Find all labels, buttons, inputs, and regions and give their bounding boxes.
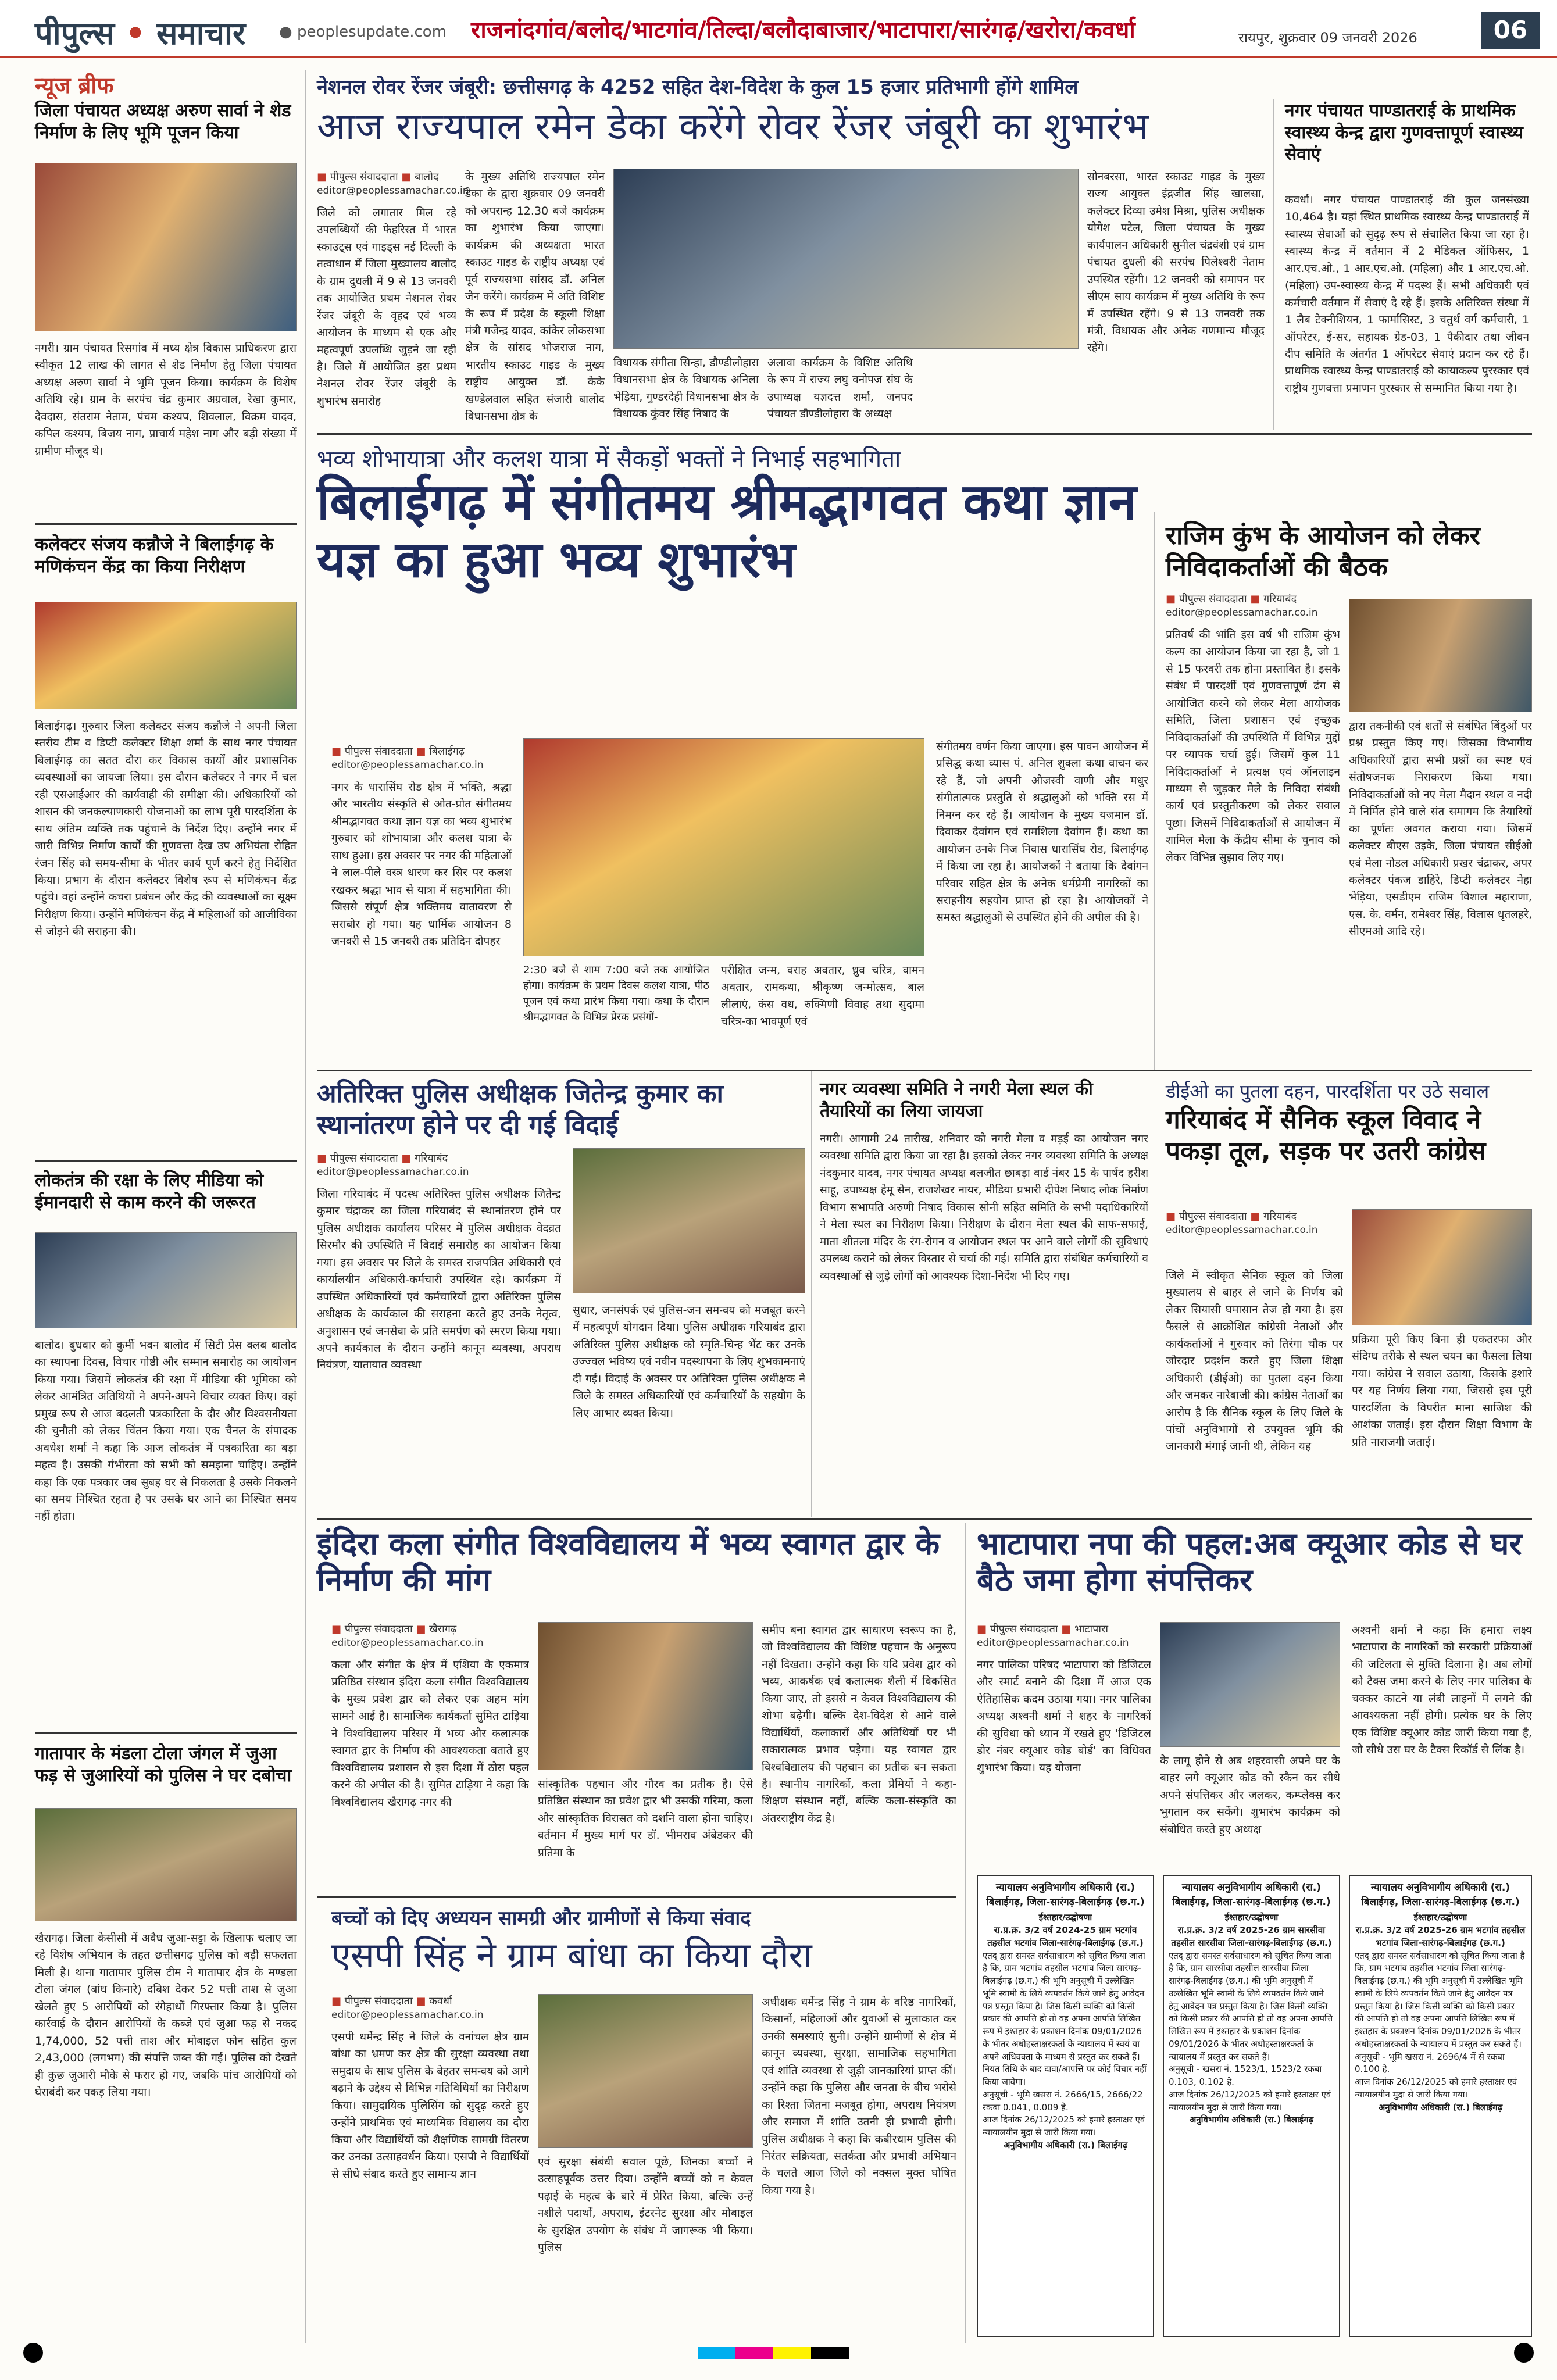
pandatarai-headline[interactable]: नगर पंचायत पाण्डातराई के प्राथमिक स्वास्थ्य केन्द्र द्वारा गुणवत्तापूर्ण स्वास्थ्य सेवाएं bbox=[1285, 101, 1523, 165]
rover-column-1: जिले को लगातार मिल रहे उपलब्धियों की फेहरिस्त में भारत स्काउट्स एवं गाइड्स नई दिल्ली के तत्वाधान में जिला मुख्यालय बालोद के ग्राम दुधली में 9 से 13 जनवरी तक आयोजित प्रथम नेशनल रोवर रेंजर जंबूरी के वृहद एवं भव्य आयोजन के माध्यम से एक और महत्वपूर्ण उपलब्धि जुड़ने जा रही है। जिले में आयोजित इस प्रथम नेशनल रोवर रेंजर जंबूरी के शुभारंभ समारोह bbox=[317, 206, 456, 408]
byline-place: गरियाबंद bbox=[415, 1152, 448, 1164]
byline-name: पीपुल्स संवाददाता bbox=[344, 1623, 413, 1635]
byline-place: गरियाबंद bbox=[1263, 1210, 1297, 1223]
logo-right-text: समाचार bbox=[156, 15, 246, 52]
sainik-byline: ■ पीपुल्स संवाददाता ■ गरियाबंद bbox=[1166, 1210, 1297, 1223]
section-divider bbox=[317, 1070, 1532, 1071]
column-divider bbox=[1273, 99, 1274, 430]
column-divider bbox=[965, 1523, 966, 2343]
notice-label: ईश्तहार/उद्घोषणा bbox=[1413, 1912, 1467, 1923]
brief-divider bbox=[35, 1732, 297, 1734]
bhagwat-headline[interactable]: बिलाईगढ़ में संगीतमय श्रीमद्भागवत कथा ज्ञान यज्ञ का हुआ भव्य शुभारंभ bbox=[317, 473, 1137, 589]
website-url[interactable]: ● peoplesupdate.com bbox=[279, 23, 447, 41]
notice-footer: आज दिनांक 26/12/2025 को हमारे हस्ताक्षर एवं न्यायालयीन मुद्रा से जारी किया गया। bbox=[1355, 2077, 1517, 2100]
sp-column-3: अधीक्षक धर्मेन्द्र सिंह ने ग्राम के वरिष्ठ नागरिकों, किसानों, महिलाओं और युवाओं से मुलाकात कर उनकी समस्याएं सुनी। उन्होंने ग्रामीणों से क्षेत्र में कानून व्यवस्था, सुरक्षा, सामाजिक सहभागिता एवं शांति व्यवस्था से जुड़ी जानकारियां प्राप्त कीं। उन्होंने कहा कि पुलिस और जनता के बीच भरोसे का रिश्ता जितना मजबूत होगा, अपराध नियंत्रण और समाज में शांति उतनी ही प्रभावी होगी। पुलिस अधीक्षक ने कहा कि कबीरधाम पुलिस की निरंतर सक्रियता, सतर्कता और प्रभावी अभियान के चलते आज जिले को नक्सल मुक्त घोषित किया गया है। bbox=[762, 1996, 956, 2197]
rajim-column-1: प्रतिवर्ष की भांति इस वर्ष भी राजिम कुंभ कल्प का आयोजन किया जा रहा है, जो 1 से 15 फरवरी तक होना प्रस्तावित है। इसके संबंध में पारदर्शी एवं गुणवत्तापूर्ण ढंग से आयोजित करने को लेकर मेला आयोजक समिति, जिला प्रशासन एवं इच्छुक निविदाकर्ताओं की उपस्थिति में विभिन्न मुद्दों पर व्यापक चर्चा हुई। जिसमें कुल 11 निविदाकर्ताओं ने प्रत्यक्ष एवं ऑनलाइन माध्यम से जुड़कर मेले के निविदा संबंधी कार्य एवं प्रस्तुतीकरण को लेकर सवाल पूछा। जिसमें निविदाकर्ताओं से आयोजन में शामिल मेला के केंद्रीय सीमा के चुनाव को लेकर विभिन्न सुझाव लिए गए। bbox=[1166, 628, 1340, 864]
section-divider bbox=[317, 1518, 1532, 1520]
bhagwat-email[interactable]: editor@peoplessamachar.co.in bbox=[331, 759, 484, 771]
brief-divider bbox=[35, 523, 297, 525]
bhagwat-column-4: संगीतमय वर्णन किया जाएगा। इस पावन आयोजन में प्रसिद्ध कथा व्यास पं. अनिल शुक्ला कथा वाचन कर रहे हैं, जो अपनी ओजस्वी वाणी और मधुर संगीतात्मक प्रस्तुति से श्रद्धालुओं को भक्ति रस में निमग्न कर रहे हैं। आयोजन के मुख्य यजमान डॉ. दिवाकर देवांगन एवं रामशिला देवांगन हैं। कथा का आयोजन उनके निज निवास धारासिंघ रोड, बिलाईगढ़ में किया जा रहा है। आयोजकों ने बताया कि देवांगन परिवार सहित क्षेत्र के अनेक धर्मप्रेमी नागरिकों का सराहनीय सहयोग प्राप्त हो रहा है। आयोजकों ने समस्त श्रद्धालुओं से उपस्थित होने की अपील की है। bbox=[936, 740, 1148, 924]
brief-headline-3[interactable]: लोकतंत्र की रक्षा के लिए मीडिया को ईमानदारी से काम करने की जरूरत bbox=[35, 1170, 264, 1213]
notice-body: एतद् द्वारा समस्त सर्वसाधारण को सूचित किया जाता है कि, ग्राम भटगांव तहसील भटगांव जिला सारंगढ़-बिलाईगढ़ (छ.ग.) की भूमि अनुसूची में उल्लेखित भूमि स्वामी के लिये व्यपवर्तन किये जाने हेतु आवेदन पत्र प्रस्तुत किया है। जिस किसी व्यक्ति को किसी प्रकार की आपत्ति हो तो वह अपना आपत्ति लिखित रूप में इश्तहार के प्रकाशन दिनांक 09/01/2026 के भीतर अधोहस्ताक्षरकर्ता के न्यायालय में स्वयं या अपने अधिवक्ता के माध्यम से प्रस्तुत कर सकते हैं। नियत तिथि के बाद दावा/आपत्ति पर कोई विचार नहीं किया जावेगा। bbox=[983, 1950, 1147, 2088]
byline-name: पीपुल्स संवाददाता bbox=[344, 745, 413, 757]
rover-column-5: सोनबरसा, भारत स्काउट गाइड के मुख्य राज्य आयुक्त इंद्रजीत सिंह खालसा, कलेक्टर दिव्या उमेश मिश्रा, पुलिस अधीक्षक योगेश पटेल, जिला पंचायत के मुख्य कार्यपालन अधिकारी सुनील चंद्रवंशी एवं ग्राम पंचायत दुधली की सरपंच पिलेश्वरी नेताम उपस्थित रहेंगी। 12 जनवरी को समापन पर सीएम साय कार्यक्रम में मुख्य अतिथि के रूप में उपस्थित रहेंगे। 9 से 13 जनवरी तक मंत्री, विधायक और अनेक गणमान्य मौजूद रहेंगे। bbox=[1087, 170, 1265, 355]
byline-name: पीपुल्स संवाददाता bbox=[1179, 593, 1247, 605]
sainik-headline[interactable]: गरियाबंद में सैनिक स्कूल विवाद ने पकड़ा तूल, सड़क पर उतरी कांग्रेस bbox=[1166, 1105, 1486, 1166]
farewell-email[interactable]: editor@peoplessamachar.co.in bbox=[317, 1166, 469, 1178]
sainik-column-2: प्रक्रिया पूरी किए बिना ही एकतरफा और संदिग्ध तरीके से स्थल चयन का फैसला लिया गया। कांग्रेस ने सवाल उठाया, किसके इशारे पर यह निर्णय लिया गया, जिससे इस पूरी पारदर्शिता के विपरीत माना साजिश की आशंका जताई। इस दौरान शिक्षा विभाग के प्रति नाराजगी जताई। bbox=[1352, 1333, 1532, 1449]
notice-schedule: अनुसूची - खसरा नं. 1523/1, 1523/2 रकबा 0.103, 0.102 हे. bbox=[1169, 2064, 1322, 2088]
logo-left-text: पीपुल्स bbox=[35, 15, 115, 52]
rover-byline: ■ पीपुल्स संवाददाता ■ बालोद bbox=[317, 171, 439, 183]
brief-body-4: खैरागढ़। जिला केसीसी में अवैध जुआ-सट्टा के खिलाफ चलाए जा रहे विशेष अभियान के तहत छत्तीसगढ़ पुलिस को बड़ी सफलता मिली है। थाना गातापार पुलिस टीम ने गातापार क्षेत्र के मण्डला टोला जंगल (बांध किनारे) दबिश देकर 52 पत्ती ताश से जुआ खेलते हुए 5 आरोपियों को रंगेहाथों गिरफ्तार किया है। पुलिस कार्रवाई के दौरान आरोपियों के कब्जे एवं जुआ फड़ से नकद 1,74,000, 52 पत्ती ताश और मोबाइल फोन सहित कुल 2,43,000 (लगभग) की संपत्ति जब्त की गई। पुलिस को देखते ही कुछ जुआरी मौके से फरार हो गए, जबकि पांच आरोपियों को घेराबंदी कर पकड़ लिया गया। bbox=[35, 1932, 297, 2099]
farewell-column-2: सुधार, जनसंपर्क एवं पुलिस-जन समन्वय को मजबूत करने में महत्वपूर्ण योगदान दिया। पुलिस अधीक्षक गरियाबंद द्वारा अतिरिक्त पुलिस अधीक्षक को स्मृति-चिन्ह भेंट कर उनके उज्ज्वल भविष्य एवं नवीन पदस्थापना के लिए शुभकामनाएं दी गईं। विदाई के अवसर पर अतिरिक्त पुलिस अधीक्षक ने जिले के समस्त अधिकारियों एवं कर्मचारियों के सहयोग के लिए आभार व्यक्त किया। bbox=[573, 1304, 805, 1420]
indira-email[interactable]: editor@peoplessamachar.co.in bbox=[331, 1637, 484, 1649]
section-divider bbox=[317, 1896, 956, 1898]
indira-caption: सांस्कृतिक पहचान और गौरव का प्रतीक है। ऐसे प्रतिष्ठित संस्थान का प्रवेश द्वार भी उसकी गरिमा, कला और सांस्कृतिक विरासत को दर्शाने वाला होना चाहिए। वर्तमान में मुख्य मार्ग पर डॉ. भीमराव अंबेडकर की प्रतिमा के bbox=[538, 1778, 753, 1859]
farewell-photo bbox=[573, 1148, 805, 1293]
notice-title: न्यायालय अनुविभागीय अधिकारी (रा.) बिलाईगढ़, जिला-सारंगढ़-बिलाईगढ़ (छ.ग.) bbox=[986, 1882, 1145, 1908]
notice-footer: आज दिनांक 26/12/2025 को हमारे हस्ताक्षर एवं न्यायालयीन मुद्रा से जारी किया गया। bbox=[983, 2114, 1145, 2138]
indira-headline[interactable]: इंदिरा कला संगीत विश्वविद्यालय में भव्य स्वागत द्वार के निर्माण की मांग bbox=[317, 1525, 940, 1599]
brief-headline-1[interactable]: जिला पंचायत अध्यक्ष अरुण सार्वा ने शेड निर्माण के लिए भूमि पूजन किया bbox=[35, 101, 291, 143]
bhatapara-column-3: अश्वनी शर्मा ने कहा कि हमारा लक्ष्य भाटापारा के नागरिकों को सरकारी प्रक्रियाओं की जटिलता से मुक्ति दिलाना है। अब लोगों को टैक्स जमा करने के लिए नगर पालिका के चक्कर काटने या लंबी लाइनों में लगने की आवश्यकता नहीं होगी। प्रत्येक घर के लिए एक विशिष्ट क्यूआर कोड जारी किया गया है, जो सीधे उस घर के टैक्स रिकॉर्ड से लिंक है। bbox=[1352, 1624, 1532, 1757]
bhagwat-kicker: भव्य शोभायात्रा और कलश यात्रा में सैकड़ों भक्तों ने निभाई सहभागिता bbox=[317, 446, 901, 473]
notice-case: रा.प्र.क्र. 3/2 वर्ष 2025-26 ग्राम सारसीवा तहसील सारसीवा जिला-सारंगढ़-बिलाईगढ़ (छ.ग.) bbox=[1171, 1925, 1332, 1948]
rover-column-4: अलावा कार्यक्रम के विशिष्ट अतिथि के रूप में राज्य लघु वनोपज संघ के उपाध्यक्ष यज्ञदत्त शर्मा, जनपद पंचायत डौण्डीलोहारा के अध्यक्ष bbox=[767, 356, 913, 421]
rajim-byline: ■ पीपुल्स संवाददाता ■ गरियाबंद bbox=[1166, 593, 1297, 605]
notice-footer: आज दिनांक 26/12/2025 को हमारे हस्ताक्षर एवं न्यायालयीन मुद्रा से जारी किया गया। bbox=[1169, 2089, 1331, 2113]
bhagwat-photo bbox=[523, 738, 924, 956]
brief-body-1: नगरी। ग्राम पंचायत रिसगांव में मध्य क्षेत्र विकास प्राधिकरण द्वारा स्वीकृत 12 लाख की लागत से शेड निर्माण हेतु जिला पंचायत अध्यक्ष अरुण सार्वा ने भूमि पूजन किया। कार्यक्रम के विशेष अतिथि रहे। ग्राम के सरपंच चंद्र कुमार अग्रवाल, रेखा कुमार, देवदास, संतराम नेताम, पंचम कश्यप, शिवलाल, विक्रम यादव, कपिल कश्यप, बिजय नाग, प्राचार्य महेश नाग और बड़ी संख्या में ग्रामीण मौजूद थे। bbox=[35, 342, 297, 458]
notice-sign: अनुविभागीय अधिकारी (रा.) बिलाईगढ़ bbox=[1189, 2114, 1314, 2125]
bhatapara-photo bbox=[1160, 1622, 1340, 1747]
registration-mark bbox=[1514, 2343, 1534, 2363]
farewell-byline: ■ पीपुल्स संवाददाता ■ गरियाबंद bbox=[317, 1152, 448, 1164]
indira-byline: ■ पीपुल्स संवाददाता ■ खैरागढ़ bbox=[331, 1623, 457, 1635]
city-list: राजनांदगांव/बलोद/भाटगांव/तिल्दा/बलौदाबाजार/भाटापारा/सारंगढ़/खरोरा/कवर्धा bbox=[471, 17, 1135, 44]
brief-body-2: बिलाईगढ़। गुरुवार जिला कलेक्टर संजय कन्नौजे ने अपनी जिला स्तरीय टीम व डिप्टी कलेक्टर शिक्षा शर्मा के साथ नगर पंचायत बिलाईगढ़ का सतत दौरा कर विकास कार्यों और प्रशासनिक व्यवस्थाओं का जायजा लिया। इस दौरान कलेक्टर ने नगर में चल रही एसआईआर की कार्यवाही की समीक्षा की। अधिकारियों को शासन की जनकल्याणकारी योजनाओं का लाभ पूरी पारदर्शिता के साथ अंतिम व्यक्ति तक पहुंचाने के निर्देश दिए। उन्होंने नगर में जारी विभिन्न निर्माण कार्यों की गुणवत्ता देख उप अभियंता रोहित रंजन सिंह को समय-सीमा के भीतर कार्य पूर्ण करने हेतु निर्देशित किया। प्रभाग के दौरान कलेक्टर विशेष रूप से मणिकंचन केंद्र पहुंचे। वहां उन्होंने कचरा प्रबंधन और केंद्र की व्यवस्थाओं का सूक्ष्म निरीक्षण किया। उन्होंने मणिकंचन केंद्र में महिलाओं को आजीविका से जोड़ने की सराहना की। bbox=[35, 720, 297, 938]
indira-column-1: कला और संगीत के क्षेत्र में एशिया के एकमात्र प्रतिष्ठित संस्थान इंदिरा कला संगीत विश्वविद्यालय के मुख्य प्रवेश द्वार को लेकर एक अहम मांग सामने आई है। सामाजिक कार्यकर्ता सुमित टाड़िया ने विश्वविद्यालय परिसर में भव्य और कलात्मक स्वागत द्वार के निर्माण की आवश्यकता बताते हुए विश्वविद्यालय प्रशासन से इस दिशा में ठोस पहल करने की अपील की है। सुमित टाड़िया ने कहा कि विश्वविद्यालय खैरागढ़ नगर की bbox=[331, 1659, 529, 1809]
byline-place: गरियाबंद bbox=[1263, 593, 1297, 605]
page-number: 06 bbox=[1481, 12, 1540, 49]
mela-body: नगरी। आगामी 24 तारीख, शनिवार को नगरी मेला व मड़ई का आयोजन नगर व्यवस्था समिति द्वारा किया जा रहा है। इसको लेकर नगर व्यवस्था समिति के अध्यक्ष नंदकुमार यादव, नगर पंचायत अध्यक्ष बलजीत छाबड़ा वार्ड नंबर 15 के पार्षद हरीश साहू, उपाध्यक्ष हेमू सेन, राजशेखर नायर, मीडिया प्रभारी दीपेश निषाद लोक निर्माण विभाग सभापति अरुणी निषाद विकास सोनी सहित समिति के सभी पदाधिकारियों ने मेला स्थल का निरीक्षण किया। निरीक्षण के दौरान मेला स्थल की साफ-सफाई, माता शीतला मंदिर के रंग-रोगन व आयोजन स्थल पर आने वाले लोगों की सुविधाएं उपलब्ध कराने को लेकर विस्तार से चर्चा की गई। समिति द्वारा संबंधित कर्मचारियों व व्यवस्थाओं से जुड़े लोगों को आवश्यक दिशा-निर्देश भी दिए गए। bbox=[820, 1132, 1148, 1282]
bhagwat-column-3: परीक्षित जन्म, वराह अवतार, ध्रुव चरित्र, वामन अवतार, रामकथा, श्रीकृष्ण जन्मोत्सव, बाल लीलाएं, कंस वध, रुक्मिणी विवाह तथा सुदामा चरित्र-का भावपूर्ण एवं bbox=[721, 964, 924, 1028]
notice-case: रा.प्र.क्र. 3/2 वर्ष 2025-26 ग्राम भटगांव तहसील भटगांव जिला-सारंगढ़-बिलाईगढ़ (छ.ग.) bbox=[1355, 1925, 1526, 1948]
notice-label: ईश्तहार/उद्घोषणा bbox=[1038, 1912, 1092, 1923]
indira-photo bbox=[538, 1622, 753, 1770]
section-divider bbox=[317, 433, 1532, 435]
sp-byline: ■ पीपुल्स संवाददाता ■ कवर्धा bbox=[331, 1995, 452, 2007]
bhagwat-byline: ■ पीपुल्स संवाददाता ■ बिलाईगढ़ bbox=[331, 745, 465, 757]
byline-name: पीपुल्स संवाददाता bbox=[330, 1152, 398, 1164]
bhagwat-column-1: नगर के धारासिंघ रोड क्षेत्र में भक्ति, श्रद्धा और भारतीय संस्कृति से ओत-प्रोत संगीतमय श्रीमद्भागवत कथा ज्ञान यज्ञ का भव्य शुभारंभ गुरुवार को शोभायात्रा और कलश यात्रा के साथ हुआ। इस अवसर पर नगर की महिलाओं ने लाल-पीले वस्त्र धारण कर सिर पर कलश रखकर श्रद्धा भाव से यात्रा में सहभागिता की। जिससे संपूर्ण क्षेत्र भक्तिमय वातावरण से सराबोर हो गया। यह धार्मिक आयोजन 8 जनवरी से 15 जनवरी तक प्रतिदिन दोपहर bbox=[331, 781, 512, 948]
bhatapara-column-2: के लागू होने से अब शहरवासी अपने घर के बाहर लगे क्यूआर कोड को स्कैन कर सीधे अपने संपत्तिकर और जलकर, कम्प्लेक्स कर भुगतान कर सकेंगे। शुभारंभ कार्यक्रम को संबोधित करते हुए अध्यक्ष bbox=[1160, 1754, 1340, 1836]
rover-headline[interactable]: आज राज्यपाल रमेन डेका करेंगे रोवर रेंजर जंबूरी का शुभारंभ bbox=[317, 105, 1149, 148]
bhatapara-email[interactable]: editor@peoplessamachar.co.in bbox=[977, 1637, 1129, 1649]
rover-photo bbox=[613, 169, 1079, 349]
sp-email[interactable]: editor@peoplessamachar.co.in bbox=[331, 2009, 484, 2021]
pandatarai-body: कवर्धा। नगर पंचायत पाण्डातराई की कुल जनसंख्या 10,464 है। यहां स्थित प्राथमिक स्वास्थ्य केन्द्र पाण्डातराई में स्वास्थ्य सेवाओं को सुदृढ़ रूप से संचालित किया जा रहा है। स्वास्थ्य केन्द्र में वर्तमान में 2 मेडिकल ऑफिसर, 1 आर.एच.ओ., 1 आर.एच.ओ. (महिला) और 1 आर.एच.ओ. (महिला) उप-स्वास्थ्य केन्द्र में पदस्थ हैं। सभी अधिकारी एवं कर्मचारी वर्तमान में सेवाएं दे रहे हैं। इसके अतिरिक्त संस्था में 1 लैब टेक्नीशियन, 1 फार्मासिस्ट, 3 चतुर्थ वर्ग कर्मचारी, 1 ऑपरेटर, ई-सर, सहायक ग्रेड-03, 1 पैकीदार तथा जीवन दीप समिति के अंतर्गत 1 ऑपरेटर सेवाएं प्रदान कर रहे हैं। प्राथमिक स्वास्थ्य केन्द्र पाण्डातराई को कायाकल्प पुरस्कार एवं राष्ट्रीय गुणवत्ता प्रमाणन पुरस्कार से सम्मानित किया गया है। bbox=[1285, 194, 1529, 395]
rover-column-2: के मुख्य अतिथि राज्यपाल रमेन डेका के द्वारा शुक्रवार 09 जनवरी को अपरान्ह 12.30 बजे कार्यक्रम का शुभारंभ किया जाएगा। कार्यक्रम की अध्यक्षता भारत स्काउट गाइड के राष्ट्रीय अध्यक्ष एवं पूर्व राज्यसभा सांसद डॉ. अनिल जैन करेंगे। कार्यक्रम में अति विशिष्ट के रूप में प्रदेश के स्कूली शिक्षा मंत्री गजेन्द्र यादव, कांकेर लोकसभा क्षेत्र के सांसद भोजराज नाग, भारतीय स्काउट गाइड के मुख्य राष्ट्रीय आयुक्त डॉ. केके खण्डेलवाल सहित संजारी बालोद विधानसभा क्षेत्र के bbox=[465, 170, 605, 423]
notice-schedule: अनुसूची - भूमि खसरा नं. 2666/15, 2666/22 रकबा 0.041, 0.009 हे. bbox=[983, 2089, 1143, 2113]
notice-body: एतद् द्वारा समस्त सर्वसाधारण को सूचित किया जाता है कि, ग्राम भटगांव तहसील भटगांव जिला सारंगढ़-बिलाईगढ़ (छ.ग.) की भूमि अनुसूची में उल्लेखित भूमि स्वामी के लिये व्यपवर्तन किये जाने हेतु आवेदन पत्र प्रस्तुत किया है। जिस किसी व्यक्ति को किसी प्रकार की आपत्ति हो तो वह अपना आपत्ति लिखित रूप में इश्तहार के प्रकाशन दिनांक 09/01/2026 के भीतर अधोहस्ताक्षरकर्ता के न्यायालय में प्रस्तुत कर सकते हैं। bbox=[1355, 1950, 1525, 2049]
sainik-email[interactable]: editor@peoplessamachar.co.in bbox=[1166, 1224, 1318, 1236]
notice-case: रा.प्र.क्र. 3/2 वर्ष 2024-25 ग्राम भटगांव तहसील भटगांव जिला-सारंगढ़-बिलाईगढ़ (छ.ग.) bbox=[987, 1925, 1144, 1948]
bhagwat-caption: 2:30 बजे से शाम 7:00 बजे तक आयोजित होगा। कार्यक्रम के प्रथम दिवस कलश यात्रा, पीठ पूजन एवं कथा प्रारंभ किया गया। कथा के दौरान श्रीमद्भागवत के विभिन्न प्रेरक प्रसंगों- bbox=[523, 964, 709, 1023]
bhatapara-column-1: नगर पालिका परिषद भाटापारा को डिजिटल और स्मार्ट बनाने की दिशा में आज एक ऐतिहासिक कदम उठाया गया। नगर पालिका अध्यक्ष अश्वनी शर्मा ने शहर के नागरिकों की सुविधा को ध्यान में रखते हुए 'डिजिटल डोर नंबर क्यूआर कोड बोर्ड' का विधिवत शुभारंभ किया। यह योजना bbox=[977, 1659, 1151, 1774]
byline-place: बिलाईगढ़ bbox=[429, 745, 465, 757]
brief-headline-4[interactable]: गातापार के मंडला टोला जंगल में जुआ फड़ से जुआरियों को पुलिस ने घर दबोचा bbox=[35, 1743, 292, 1786]
brief-divider bbox=[35, 1160, 297, 1162]
notice-sign: अनुविभागीय अधिकारी (रा.) बिलाईगढ़ bbox=[1003, 2139, 1128, 2150]
registration-mark bbox=[23, 2343, 43, 2363]
masthead bbox=[0, 0, 1557, 58]
website-text: peoplesupdate.com bbox=[297, 23, 447, 41]
sp-caption: एवं सुरक्षा संबंधी सवाल पूछे, जिनका बच्चों ने उत्साहपूर्वक उत्तर दिया। उन्होंने बच्चों को न केवल पढ़ाई के महत्व के बारे में प्रेरित किया, बल्कि उन्हें नशीले पदार्थों, अपराध, इंटरनेट सुरक्षा और मोबाइल के सुरक्षित उपयोग के संबंध में जागरूक भी किया। पुलिस bbox=[538, 2156, 753, 2254]
column-divider bbox=[1154, 512, 1155, 1070]
byline-place: भाटापारा bbox=[1074, 1623, 1109, 1635]
legal-notice-1 bbox=[977, 1875, 1154, 2337]
byline-name: पीपुल्स संवाददाता bbox=[330, 171, 398, 183]
notice-label: ईश्तहार/उद्घोषणा bbox=[1224, 1912, 1279, 1923]
sainik-kicker: डीईओ का पुतला दहन, पारदर्शिता पर उठे सवाल bbox=[1166, 1080, 1490, 1102]
newspaper-logo[interactable]: पीपुल्स • समाचार bbox=[35, 15, 246, 52]
notice-schedule: अनुसूची - भूमि खसरा नं. 2696/4 में से रकबा 0.100 हे. bbox=[1355, 2051, 1505, 2075]
sp-column-1: एसपी धर्मेन्द्र सिंह ने जिले के वनांचल क्षेत्र ग्राम बांधा का भ्रमण कर क्षेत्र की सुरक्षा व्यवस्था तथा समुदाय के साथ पुलिस के बेहतर समन्वय को आगे बढ़ाने के उद्देश्य से विभिन्न गतिविधियों का निरीक्षण किया। सामुदायिक पुलिसिंग को सुदृढ़ करते हुए उन्होंने प्राथमिक एवं माध्यमिक विद्यालय का दौरा किया और विद्यार्थियों को शैक्षणिक सामग्री वितरण कर उनका उत्साहवर्धन किया। एसपी ने विद्यार्थियों से सीधे संवाद करते हुए सामान्य ज्ञान bbox=[331, 2031, 529, 2181]
brief-photo-1 bbox=[35, 163, 297, 331]
dateline: रायपुर, शुक्रवार 09 जनवरी 2026 bbox=[1238, 30, 1417, 46]
rajim-photo bbox=[1349, 599, 1532, 712]
bhatapara-headline[interactable]: भाटापारा नपा की पहल:अब क्यूआर कोड से घर बैठे जमा होगा संपत्तिकर bbox=[977, 1525, 1522, 1599]
rover-kicker: नेशनल रोवर रेंजर जंबूरी: छत्तीसगढ़ के 4252 सहित देश-विदेश के कुल 15 हजार प्रतिभागी होंगे शामिल bbox=[317, 76, 1079, 99]
byline-place: खैरागढ़ bbox=[429, 1623, 457, 1635]
bhatapara-byline: ■ पीपुल्स संवाददाता ■ भाटापारा bbox=[977, 1623, 1109, 1635]
sainik-column-1: जिले में स्वीकृत सैनिक स्कूल को जिला मुख्यालय से बाहर ले जाने के निर्णय को लेकर सियासी घमासान तेज हो गया है। इस फैसले से आक्रोशित कांग्रेसी नेताओं और कार्यकर्ताओं ने गुरुवार को तिरंगा चौक पर जोरदार प्रदर्शन करते हुए जिला शिक्षा अधिकारी (डीईओ) का पुतला दहन किया और जमकर नारेबाजी की। कांग्रेस नेताओं का आरोप है कि सैनिक स्कूल के लिए जिले के पांचों अनुविभागों से उपयुक्त भूमि की जानकारी मंगाई जानी थी, लेकिन यह bbox=[1166, 1269, 1343, 1453]
notice-sign: अनुविभागीय अधिकारी (रा.) बिलाईगढ़ bbox=[1378, 2102, 1503, 2113]
brief-photo-3 bbox=[35, 1232, 297, 1328]
sp-headline[interactable]: एसपी सिंह ने ग्राम बांधा का किया दौरा bbox=[331, 1935, 812, 1976]
sp-kicker: बच्चों को दिए अध्ययन सामग्री और ग्रामीणों से किया संवाद bbox=[331, 1907, 751, 1930]
byline-name: पीपुल्स संवाददाता bbox=[990, 1623, 1058, 1635]
notice-title: न्यायालय अनुविभागीय अधिकारी (रा.) बिलाईगढ़, जिला-सारंगढ़-बिलाईगढ़ (छ.ग.) bbox=[1172, 1882, 1331, 1908]
notice-body: एतद् द्वारा समस्त सर्वसाधारण को सूचित किया जाता है कि, ग्राम सारसीवा तहसील सारसीवा जिला सारंगढ़-बिलाईगढ़ (छ.ग.) की भूमि अनुसूची में उल्लेखित भूमि स्वामी के लिये व्यपवर्तन किये जाने हेतु आवेदन पत्र प्रस्तुत किया है। जिस किसी व्यक्ति को किसी प्रकार की आपत्ति हो तो वह अपना आपत्ति लिखित रूप में इश्तहार के प्रकाशन दिनांक 09/01/2026 के भीतर अधोहस्ताक्षरकर्ता के न्यायालय में प्रस्तुत कर सकते हैं। bbox=[1169, 1950, 1333, 2062]
news-brief-tag: न्यूज ब्रीफ bbox=[35, 73, 114, 98]
rajim-headline[interactable]: राजिम कुंभ के आयोजन को लेकर निविदाकर्ताओं की बैठक bbox=[1166, 521, 1480, 582]
sp-photo bbox=[538, 1994, 753, 2148]
rover-column-3: विधायक संगीता सिन्हा, डौण्डीलोहारा विधानसभा क्षेत्र के विधायक अनिला भेड़िया, गुण्डरदेही विधानसभा क्षेत्र के विधायक कुंवर सिंह निषाद के bbox=[613, 356, 759, 421]
brief-photo-2 bbox=[35, 602, 297, 709]
column-divider bbox=[811, 1070, 812, 1517]
legal-notice-2 bbox=[1163, 1875, 1340, 2337]
brief-photo-4 bbox=[35, 1808, 297, 1921]
rover-column-4b bbox=[922, 355, 1079, 427]
color-bar bbox=[698, 2347, 849, 2359]
byline-name: पीपुल्स संवाददाता bbox=[1179, 1210, 1247, 1223]
byline-name: पीपुल्स संवाददाता bbox=[344, 1995, 413, 2007]
farewell-headline[interactable]: अतिरिक्त पुलिस अधीक्षक जितेन्द्र कुमार का स्थानांतरण होने पर दी गई विदाई bbox=[317, 1079, 723, 1140]
rajim-email[interactable]: editor@peoplessamachar.co.in bbox=[1166, 607, 1318, 619]
brief-body-3: बालोद। बुधवार को कुर्मी भवन बालोद में सिटी प्रेस क्लब बालोद का स्थापना दिवस, विचार गोष्ठी और सम्मान समारोह का आयोजन किया गया। जिसमें लोकतंत्र की रक्षा में मीडिया की भूमिका को लेकर आमंत्रित अतिथियों ने अपने-अपने विचार व्यक्त किए। वहां प्रमुख रूप से आज बदलती पत्रकारिता के दौर और विश्वसनीयता की चुनौती को लेकर चिंतन किया गया। एक चैनल के संपादक अवधेश शर्मा ने कहा कि आज लोकतंत्र में पत्रकारिता का बड़ा महत्व है। उसकी गंभीरता को सभी को समझना चाहिए। उन्होंने कहा कि एक पत्रकार जब सुबह घर से निकलता है उसके निकलने का समय निश्चित रहता है पर उसके घर आने का निश्चित समय नहीं होता। bbox=[35, 1339, 297, 1523]
byline-place: बालोद bbox=[415, 171, 439, 183]
notice-title: न्यायालय अनुविभागीय अधिकारी (रा.) बिलाईगढ़, जिला-सारंगढ़-बिलाईगढ़ (छ.ग.) bbox=[1361, 1882, 1520, 1908]
brief-headline-2[interactable]: कलेक्टर संजय कन्नौजे ने बिलाईगढ़ के मणिकंचन केंद्र का किया निरीक्षण bbox=[35, 534, 274, 577]
column-divider bbox=[305, 70, 306, 2343]
legal-notice-3 bbox=[1349, 1875, 1532, 2337]
sainik-photo bbox=[1352, 1209, 1532, 1325]
byline-place: कवर्धा bbox=[429, 1995, 452, 2007]
indira-column-3: समीप बना स्वागत द्वार साधारण स्वरूप का है, जो विश्वविद्यालय की विशिष्ट पहचान के अनुरूप नहीं दिखता। उन्होंने कहा कि यदि प्रवेश द्वार को भव्य, आकर्षक एवं कलात्मक शैली में विकसित किया जाए, तो इससे न केवल विश्वविद्यालय की शोभा बढ़ेगी। बल्कि देश-विदेश से आने वाले विद्यार्थियों, कलाकारों और अतिथियों पर भी सकारात्मक प्रभाव पड़ेगा। यह स्वागत द्वार विश्वविद्यालय की पहचान का प्रतीक बन सकता है। स्थानीय नागरिकों, कला प्रेमियों ने कहा-शिक्षण संस्थान नहीं, बल्कि कला-संस्कृति का अंतरराष्ट्रीय केंद्र है। bbox=[762, 1624, 956, 1825]
rover-email[interactable]: editor@peoplessamachar.co.in bbox=[317, 185, 469, 196]
farewell-column-1: जिला गरियाबंद में पदस्थ अतिरिक्त पुलिस अधीक्षक जितेन्द्र कुमार चंद्राकर का जिला गरियाबंद से स्थानांतरण होने पर पुलिस अधीक्षक कार्यालय परिसर में पुलिस अधीक्षक वेदव्रत सिरमौर की उपस्थिति में विदाई समारोह का आयोजन किया गया। इस अवसर पर जिले के समस्त राजपत्रित अधिकारी एवं कार्यालयीन अधिकारी-कर्मचारी उपस्थित रहे। कार्यक्रम में उपस्थित अधिकारियों एवं कर्मचारियों द्वारा अतिरिक्त पुलिस अधीक्षक के कार्यकाल की सराहना करते हुए उनके नेतृत्व, अनुशासन एवं जनसेवा के प्रति समर्पण को स्मरण किया गया। अपने कार्यकाल के दौरान उन्होंने कानून व्यवस्था, अपराध नियंत्रण, यातायात व्यवस्था bbox=[317, 1188, 561, 1372]
rajim-column-2: द्वारा तकनीकी एवं शर्तों से संबंधित बिंदुओं पर प्रश्न प्रस्तुत किए गए। जिसका विभागीय अधिकारियों द्वारा सभी प्रश्नों का स्पष्ट एवं संतोषजनक निराकरण किया गया। निविदाकर्ताओं को नए मेला मैदान स्थल व नदी में निर्मित होने वाले संत समागम कि तैयारियों का पूर्णतः अवगत कराया गया। जिसमें कलेक्टर बीएस उइके, जिला पंचायत सीईओ एवं मेला नोडल अधिकारी प्रखर चंद्राकर, अपर कलेक्टर पंकज डाहिरे, डिप्टी कलेक्टर नेहा भेड़िया, एसडीएम राजिम विशाल महाराणा, एस. के. वर्मन, रामेश्वर सिंह, विलास धृतलहरे, सीएमओ आदि रहे। bbox=[1349, 720, 1532, 938]
mela-headline[interactable]: नगर व्यवस्था समिति ने नगरी मेला स्थल की तैयारियों का लिया जायजा bbox=[820, 1079, 1093, 1121]
